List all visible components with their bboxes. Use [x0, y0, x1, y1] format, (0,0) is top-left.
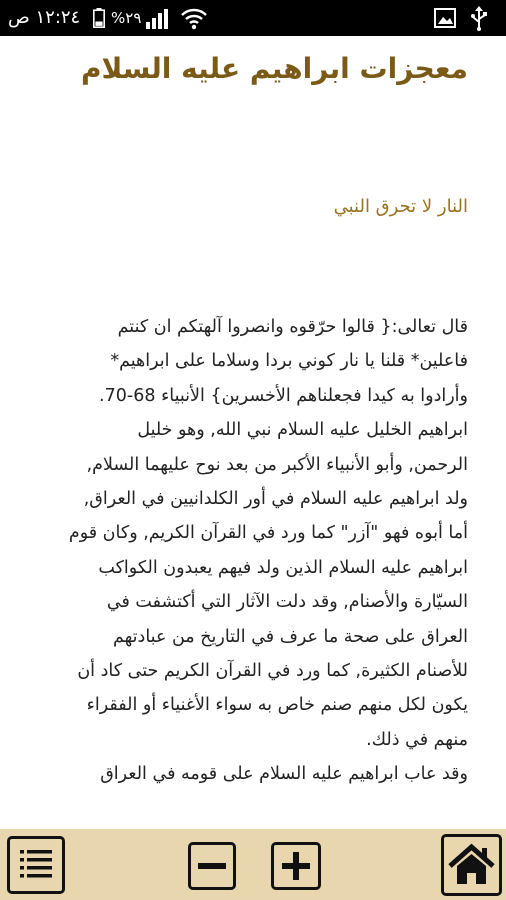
decrease-font-button[interactable] — [188, 842, 236, 890]
article-body[interactable] — [38, 310, 468, 812]
text-line: وقد عاب ابراهيم عليه السلام على قومه في العراق — [100, 764, 468, 785]
page-subtitle: النار لا تحرق النبي — [333, 196, 468, 217]
plus-icon — [274, 845, 318, 887]
index-button[interactable] — [7, 836, 65, 894]
list-icon — [10, 839, 62, 891]
page-title: معجزات ابراهيم عليه السلام — [81, 52, 468, 85]
signal-icon — [146, 9, 170, 29]
text-line: السيّارة والأصنام, وقد دلت الآثار التي أكتشفت في — [106, 592, 468, 613]
bottom-toolbar — [0, 829, 506, 900]
text-line: للأصنام الكثيرة, كما ورد في القرآن الكريم حتى كاد أن — [77, 660, 468, 681]
text-line: الرحمن, وأبو الأنبياء الأكبر من بعد نوح عليهما السلام, — [86, 454, 468, 475]
text-line: فاعلين* قلنا يا نار كوني بردا وسلاما على ابراهيم* — [110, 351, 468, 372]
text-line: ابراهيم عليه السلام الذين ولد فيهم يعبدون الكواكب — [98, 557, 468, 578]
home-icon — [444, 837, 499, 893]
text-line: منهم في ذلك. — [366, 729, 468, 750]
minus-icon — [191, 845, 233, 887]
text-line: ابراهيم الخليل عليه السلام نبي الله, وهو خليل — [137, 420, 468, 441]
battery-icon — [93, 8, 105, 28]
text-line: ولد ابراهيم عليه السلام في أور الكلدانيين في العراق, — [83, 488, 468, 509]
text-line: يكون لكل منهم صنم خاص به سواء الأغنياء أو الفقراء — [86, 695, 468, 716]
image-notification-icon — [434, 8, 456, 28]
text-line: وأرادوا به كيدا فجعلناهم الأخسرين} الأنبياء 68-70. — [99, 385, 468, 406]
wifi-icon — [180, 6, 208, 30]
usb-icon — [470, 6, 488, 31]
home-button[interactable] — [441, 834, 502, 896]
status-clock: ١٢:٢٤ ص — [8, 7, 81, 28]
text-line: أما أبوه فهو "آزر" كما ورد في القرآن الكريم, وكان قوم — [68, 523, 468, 544]
status-bar — [0, 0, 506, 36]
text-line: العراق على صحة ما عرف في التاريخ من عبادتهم — [112, 626, 468, 647]
battery-percent: %٢٩ — [111, 9, 142, 27]
increase-font-button[interactable] — [271, 842, 321, 890]
text-line: قال تعالى:{ قالوا حرّقوه وانصروا آلهتكم ان كنتم — [117, 317, 468, 337]
